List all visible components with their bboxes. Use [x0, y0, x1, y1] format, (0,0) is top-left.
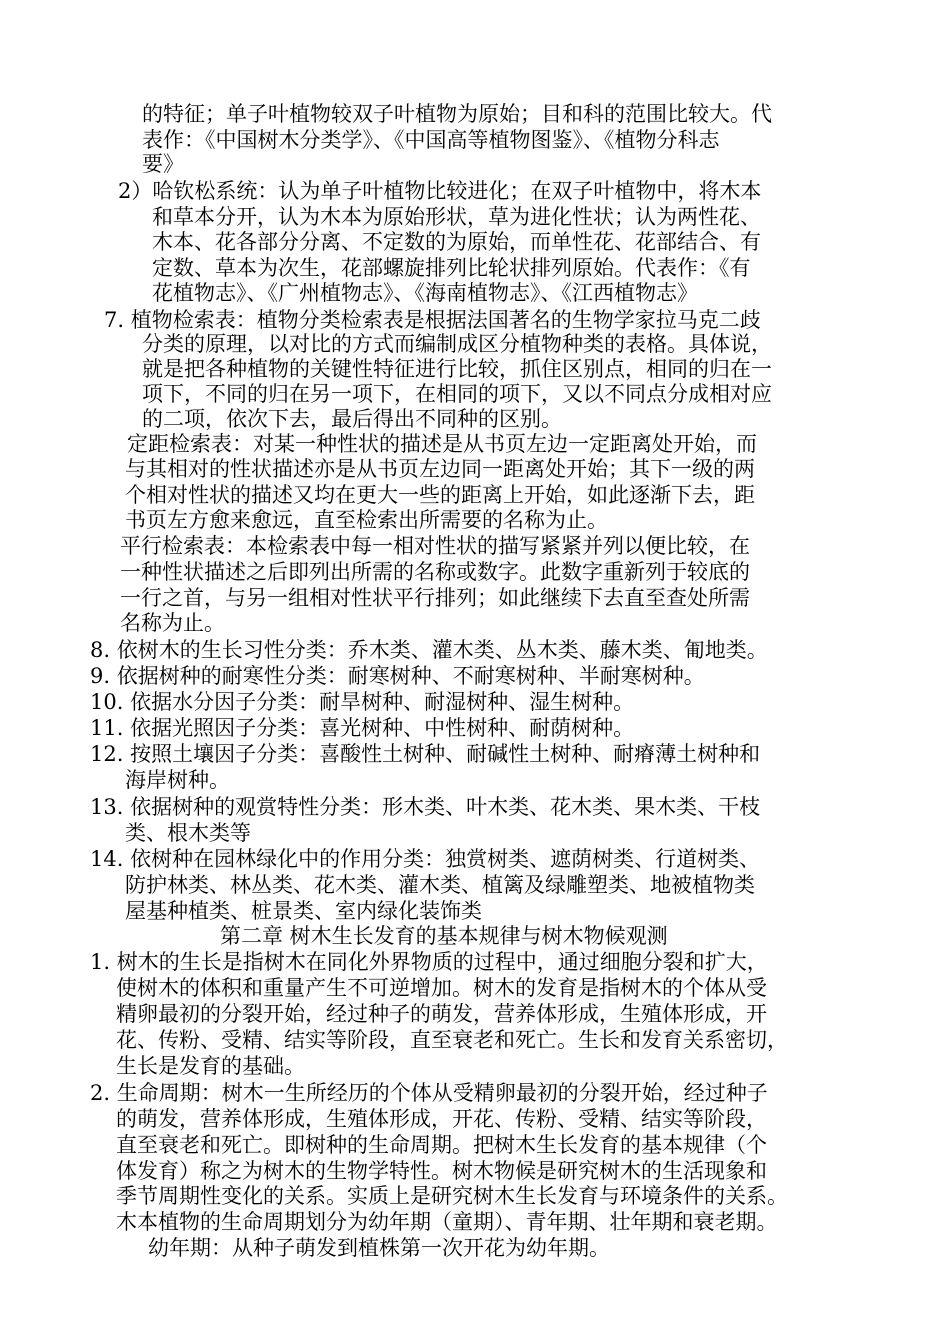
text-line: 季节周期性变化的关系。实质上是研究树木生长发育与环境条件的关系。 [116, 1184, 788, 1208]
text-line: 一行之首，与另一组相对性状平行排列；如此继续下去直至查处所需 [120, 586, 750, 610]
text-line: 8. 依树木的生长习性分类：乔木类、灌木类、丛木类、藤木类、匍地类。 [90, 638, 768, 662]
text-line: 生长是发育的基础。 [116, 1054, 305, 1078]
text-line: 花、传粉、受精、结实等阶段，直至衰老和死亡。生长和发育关系密切， [116, 1028, 788, 1052]
text-line: 项下，不同的归在另一项下，在相同的项下，又以不同点分成相对应 [142, 382, 772, 406]
text-line: 木本、花各部分分离、不定数的为原始，而单性花、花部结合、有 [152, 230, 761, 254]
text-line: 分类的原理，以对比的方式而编制成区分植物种类的表格。具体说， [142, 332, 772, 356]
text-line: 和草本分开，认为木本为原始形状，草为进化性状；认为两性花、 [152, 205, 761, 229]
text-line: 的二项，依次下去，最后得出不同种的区别。 [142, 407, 562, 431]
text-line: 定数、草本为次生，花部螺旋排列比轮状排列原始。代表作：《有 [152, 256, 751, 280]
text-line: 13. 依据树种的观赏特性分类：形木类、叶木类、花木类、果木类、干枝 [90, 795, 761, 819]
text-line: 2）哈钦松系统：认为单子叶植物比较进化；在双子叶植物中，将木本 [118, 179, 762, 203]
text-line: 2. 生命周期：树木一生所经历的个体从受精卵最初的分裂开始，经过种子 [90, 1081, 768, 1105]
text-line: 9. 依据树种的耐寒性分类：耐寒树种、不耐寒树种、半耐寒树种。 [90, 664, 705, 688]
text-line: 表作：《中国树木分类学》、《中国高等植物图鉴》、《植物分科志 [142, 128, 720, 152]
text-line: 与其相对的性状描述亦是从书页左边同一距离处开始；其下一级的两 [125, 457, 755, 481]
text-line: 11. 依据光照因子分类：喜光树种、中性树种、耐荫树种。 [90, 716, 635, 740]
text-line: 木本植物的生命周期划分为幼年期（童期）、青年期、壮年期和衰老期。 [116, 1210, 778, 1234]
text-line: 体发育）称之为树木的生物学特性。树木物候是研究树木的生活现象和 [116, 1159, 767, 1183]
text-line: 海岸树种。 [125, 768, 230, 792]
text-line: 个相对性状的描述又均在更大一些的距离上开始，如此逐渐下去，距 [125, 483, 755, 507]
text-line: 名称为止。 [120, 611, 225, 635]
text-line: 定距检索表：对某一种性状的描述是从书页左边一定距离处开始，而 [127, 432, 757, 456]
text-line: 精卵最初的分裂开始，经过种子的萌发，营养体形成，生殖体形成，开 [116, 1002, 767, 1026]
text-line: 要》 [142, 152, 184, 176]
text-line: 10. 依据水分因子分类：耐旱树种、耐湿树种、湿生树种。 [90, 690, 635, 714]
text-line: 1. 树木的生长是指树木在同化外界物质的过程中，通过细胞分裂和扩大， [90, 950, 768, 974]
text-line: 屋基种植类、桩景类、室内绿化装饰类 [125, 899, 482, 923]
chapter-heading: 第二章 树木生长发育的基本规律与树木物候观测 [220, 924, 668, 948]
text-line: 14. 依树种在园林绿化中的作用分类：独赏树类、遮荫树类、行道树类、 [90, 847, 761, 871]
text-line: 的特征；单子叶植物较双子叶植物为原始；目和科的范围比较大。代 [142, 102, 772, 126]
text-line: 7. 植物检索表：植物分类检索表是根据法国著名的生物学家拉马克二歧 [104, 308, 761, 332]
text-line: 一种性状描述之后即列出所需的名称或数字。此数字重新列于较底的 [120, 560, 750, 584]
text-line: 就是把各种植物的关键性特征进行比较，抓住区别点，相同的归在一 [142, 357, 772, 381]
text-line: 12. 按照土壤因子分类：喜酸性土树种、耐碱性土树种、耐瘠薄土树种和 [90, 742, 761, 766]
text-line: 幼年期：从种子萌发到植株第一次开花为幼年期。 [148, 1236, 610, 1260]
text-line: 书页左方愈来愈远，直至检索出所需要的名称为止。 [125, 508, 608, 532]
text-line: 类、根木类等 [125, 821, 251, 845]
text-line: 花植物志》、《广州植物志》、《海南植物志》、《江西植物志》 [152, 281, 698, 305]
text-line: 的萌发，营养体形成，生殖体形成，开花、传粉、受精、结实等阶段， [116, 1107, 767, 1131]
text-line: 平行检索表：本检索表中每一相对性状的描写紧紧并列以便比较，在 [120, 534, 750, 558]
text-line: 防护林类、林丛类、花木类、灌木类、植篱及绿雕塑类、地被植物类 [125, 873, 755, 897]
text-line: 使树木的体积和重量产生不可逆增加。树木的发育是指树木的个体从受 [116, 976, 767, 1000]
text-line: 直至衰老和死亡。即树种的生命周期。把树木生长发育的基本规律（个 [116, 1133, 767, 1157]
